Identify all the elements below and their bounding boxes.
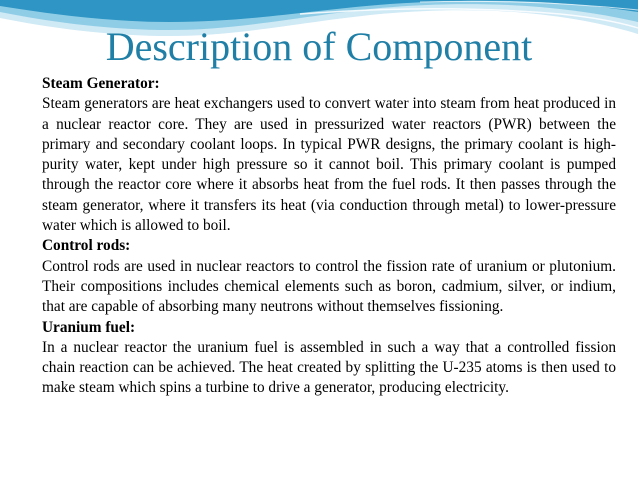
- slide-title: Description of Component: [105, 24, 533, 69]
- section-heading-uranium-fuel: Uranium fuel:: [42, 318, 136, 336]
- section-heading-control-rods: Control rods:: [42, 237, 131, 255]
- slide-content: [42, 74, 616, 399]
- section-heading-steam-generator: Steam Generator:: [42, 75, 160, 92]
- section-body-uranium-fuel: In a nuclear reactor the uranium fuel is assembled in such a way that a controlled fission chain reaction can be achieved. The heat created by splitting the U-235 atoms is then used to make steam which spins a turbine to drive a generator, producing electricity.: [42, 338, 616, 397]
- section-body-control-rods: Control rods are used in nuclear reactors to control the fission rate of uranium or plutonium. Their compositions includes chemical elements such as boron, cadmium, silver, or indium, that are capable of absorbing many neutrons without themselves fissioning.: [42, 257, 616, 316]
- section-body-steam-generator: Steam generators are heat exchangers used to convert water into steam from heat produced in a nuclear reactor core. They are used in pressurized water reactors (PWR) between the primary and secondary coolant loops. In typical PWR designs, the primary coolant is high-purity water, kept under high pressure so it cannot boil. This primary coolant is pumped through the reactor core where it absorbs heat from the fuel rods. It then passes through the steam generator, where it transfers its heat (via conduction through metal) to lower-pressure water which is allowed to boil.: [42, 95, 616, 235]
